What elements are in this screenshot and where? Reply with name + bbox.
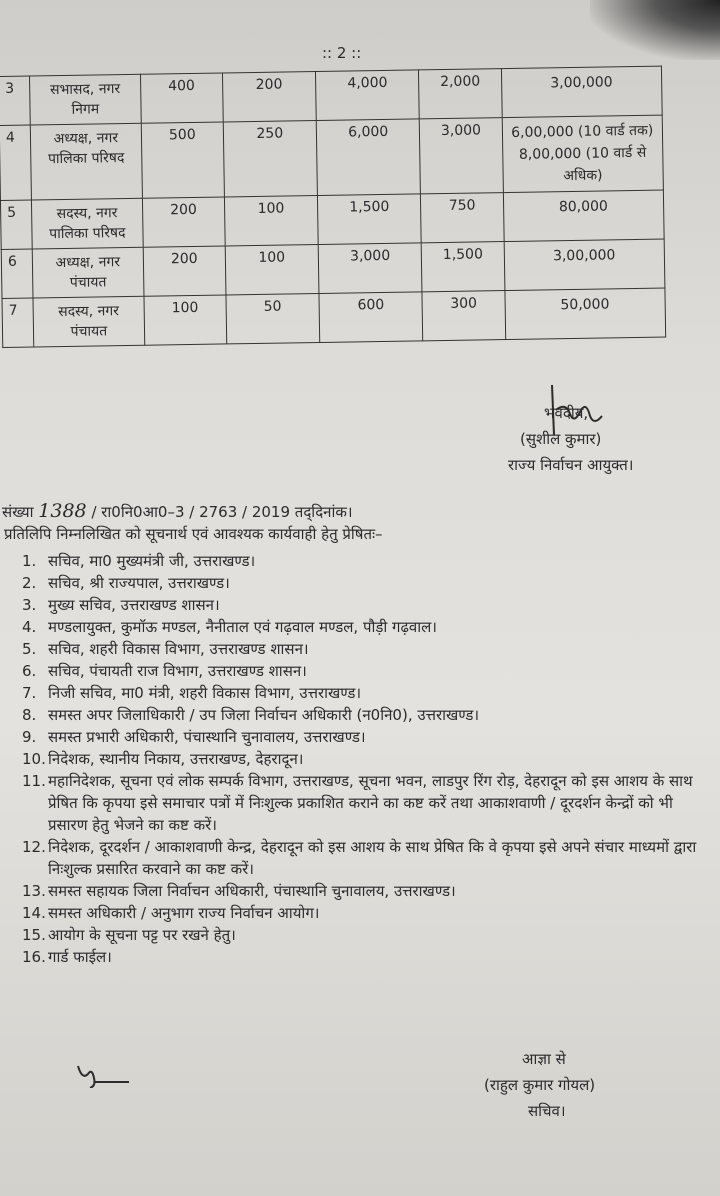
- list-item: [22, 902, 714, 924]
- list-item-number: 13.: [22, 882, 46, 900]
- reference-prefix: संख्या: [2, 503, 34, 521]
- page-number: :: 2 ::: [322, 44, 362, 62]
- table-cell-c4: 750: [421, 193, 504, 243]
- list-item: [22, 572, 714, 594]
- list-item: [22, 726, 714, 748]
- list-item-number: 1.: [22, 552, 37, 570]
- list-item-text: सचिव, शहरी विकास विभाग, उत्तराखण्ड शासन।: [48, 640, 309, 658]
- table-cell-sn: 5: [0, 200, 31, 249]
- list-item: [22, 638, 714, 660]
- table-cell-c5: 80,000: [503, 190, 664, 242]
- table-cell-c1: 400: [141, 73, 223, 123]
- list-item: [22, 616, 714, 638]
- table-cell-c5: 3,00,000: [501, 66, 662, 118]
- list-item-text: निजी सचिव, मा0 मंत्री, शहरी विकास विभाग, उत्तराखण्ड।: [48, 684, 362, 702]
- table-cell-c2: 100: [225, 244, 319, 294]
- list-item-text: समस्त अपर जिलाधिकारी / उप जिला निर्वाचन अधिकारी (न0नि0), उत्तराखण्ड।: [48, 706, 480, 724]
- table-cell-post: अध्यक्ष, नगर पालिका परिषद: [30, 123, 142, 200]
- table-cell-c1: 200: [143, 246, 225, 296]
- table-cell-c3: 3,000: [318, 243, 422, 294]
- table-cell-sn: 3: [0, 76, 30, 125]
- table-cell-c4: 1,500: [422, 242, 505, 292]
- list-item: [22, 880, 714, 902]
- photo-corner-shadow: [590, 0, 720, 60]
- table-cell-c1: 100: [144, 295, 226, 345]
- list-item-text: महानिदेशक, सूचना एवं लोक सम्पर्क विभाग, उत्तराखण्ड, सूचना भवन, लाडपुर रिंग रोड़, देहरादून को इस आशय के साथ प्रेषित कि कृपया इसे समाचार पत्रों में निःशुल्क प्रकाशित कराने का कष्ट करें तथा आकाशवाणी / दूरदर्शन केन्द्रों को भी प्रसारण हेतु भेजने का कष्ट करें।: [48, 772, 693, 834]
- list-item: [22, 550, 714, 572]
- list-item-number: 15.: [22, 926, 46, 944]
- list-item-text: निदेशक, दूरदर्शन / आकाशवाणी केन्द्र, देहरादून को इस आशय के साथ प्रेषित कि वे कृपया इसे अपने संचार माध्यमों द्वारा निःशुल्क प्रसारित करवाने का कष्ट करें।: [48, 838, 697, 878]
- list-item-number: 12.: [22, 838, 46, 856]
- table-cell-c4: 2,000: [419, 69, 502, 119]
- expense-limit-table: [0, 66, 666, 348]
- list-item-number: 6.: [22, 662, 37, 680]
- list-item-number: 7.: [22, 684, 37, 702]
- list-item-text: समस्त अधिकारी / अनुभाग राज्य निर्वाचन आयोग।: [48, 904, 320, 922]
- table-cell-post: सदस्य, नगर पालिका परिषद: [31, 198, 143, 249]
- secretary-signature-block: [484, 1046, 595, 1124]
- list-item-number: 3.: [22, 596, 37, 614]
- order-text: आज्ञा से: [522, 1050, 566, 1068]
- initial-scribble-icon: [74, 1062, 134, 1088]
- list-item: [22, 748, 714, 770]
- list-item-number: 2.: [22, 574, 37, 592]
- table-cell-post: सदस्य, नगर पंचायत: [33, 296, 145, 347]
- table-cell-c5: 50,000: [505, 288, 666, 340]
- table-cell-c1: 200: [142, 197, 224, 247]
- list-item-text: मुख्य सचिव, उत्तराखण्ड शासन।: [48, 596, 220, 614]
- list-item-number: 14.: [22, 904, 46, 922]
- list-item-text: निदेशक, स्थानीय निकाय, उत्तराखण्ड, देहरादून।: [48, 750, 304, 768]
- table-cell-c4: 3,000: [420, 118, 503, 194]
- table-cell-c1: 500: [141, 122, 224, 198]
- table-cell-post: अध्यक्ष, नगर पंचायत: [32, 247, 144, 298]
- table-cell-c2: 250: [223, 121, 317, 197]
- list-item-number: 4.: [22, 618, 37, 636]
- table-cell-c5: 3,00,000: [504, 239, 665, 291]
- list-item: [22, 770, 714, 836]
- table-cell-c3: 6,000: [316, 119, 421, 196]
- copy-intro: प्रतिलिपि निम्नलिखित को सूचनार्थ एवं आवश्यक कार्यवाही हेतु प्रेषितः–: [4, 525, 383, 543]
- list-item-number: 16.: [22, 948, 46, 966]
- list-item: [22, 836, 714, 880]
- table-cell-c5: 6,00,000 (10 वार्ड तक) 8,00,000 (10 वार्ड से अधिक): [502, 115, 664, 193]
- reference-line: [2, 500, 353, 522]
- table-cell-c4: 300: [422, 291, 505, 341]
- list-item-number: 10.: [22, 750, 46, 768]
- table-cell-c2: 100: [224, 195, 318, 245]
- signatory-name: (सुशील कुमार): [520, 430, 602, 448]
- closing-text: भवदीय,: [544, 404, 589, 422]
- secretary-name: (राहुल कुमार गोयल): [484, 1076, 596, 1094]
- list-item-text: समस्त प्रभारी अधिकारी, पंचास्थानि चुनावालय, उत्तराखण्ड।: [48, 728, 366, 746]
- reference-number: 1388: [38, 500, 87, 522]
- signatory-designation: राज्य निर्वाचन आयुक्त।: [508, 456, 634, 474]
- table-cell-c3: 4,000: [316, 70, 420, 121]
- table-cell-sn: 6: [1, 249, 32, 298]
- list-item-text: सचिव, श्री राज्यपाल, उत्तराखण्ड।: [48, 574, 230, 592]
- reference-rest: / रा0नि0आ0–3 / 2763 / 2019 तद्‌दिनांक।: [91, 503, 353, 521]
- table-cell-c2: 200: [222, 72, 316, 122]
- table-row: [2, 288, 666, 347]
- table-row: [0, 115, 663, 200]
- table-cell-sn: 7: [2, 298, 33, 347]
- list-item-number: 8.: [22, 706, 37, 724]
- table-cell-post: सभासद, नगर निगम: [29, 74, 141, 125]
- list-item-text: गार्ड फाईल।: [48, 948, 112, 966]
- recipient-list: [22, 550, 714, 968]
- list-item-number: 11.: [22, 772, 46, 790]
- table-cell-c3: 600: [319, 292, 423, 343]
- list-item: [22, 682, 714, 704]
- list-item: [22, 660, 714, 682]
- list-item-text: आयोग के सूचना पट्ट पर रखने हेतु।: [48, 926, 236, 944]
- table-cell-c2: 50: [226, 293, 320, 343]
- list-item-text: समस्त सहायक जिला निर्वाचन अधिकारी, पंचास्थानि चुनावालय, उत्तराखण्ड।: [48, 882, 456, 900]
- list-item: [22, 924, 714, 946]
- list-item-text: सचिव, पंचायती राज विभाग, उत्तराखण्ड शासन।: [48, 662, 307, 680]
- list-item-number: 9.: [22, 728, 37, 746]
- list-item-text: मण्डलायुक्त, कुमॉऊ मण्डल, नैनीताल एवं गढ़वाल मण्डल, पौड़ी गढ़वाल।: [48, 618, 437, 636]
- list-item: [22, 704, 714, 726]
- table-cell-sn: 4: [0, 125, 31, 200]
- list-item: [22, 594, 714, 616]
- list-item-text: सचिव, मा0 मुख्यमंत्री जी, उत्तराखण्ड।: [48, 552, 256, 570]
- list-item: [22, 946, 714, 968]
- table-cell-c3: 1,500: [317, 194, 421, 245]
- secretary-designation: सचिव।: [528, 1102, 566, 1120]
- commissioner-signature-block: [508, 400, 633, 478]
- list-item-number: 5.: [22, 640, 37, 658]
